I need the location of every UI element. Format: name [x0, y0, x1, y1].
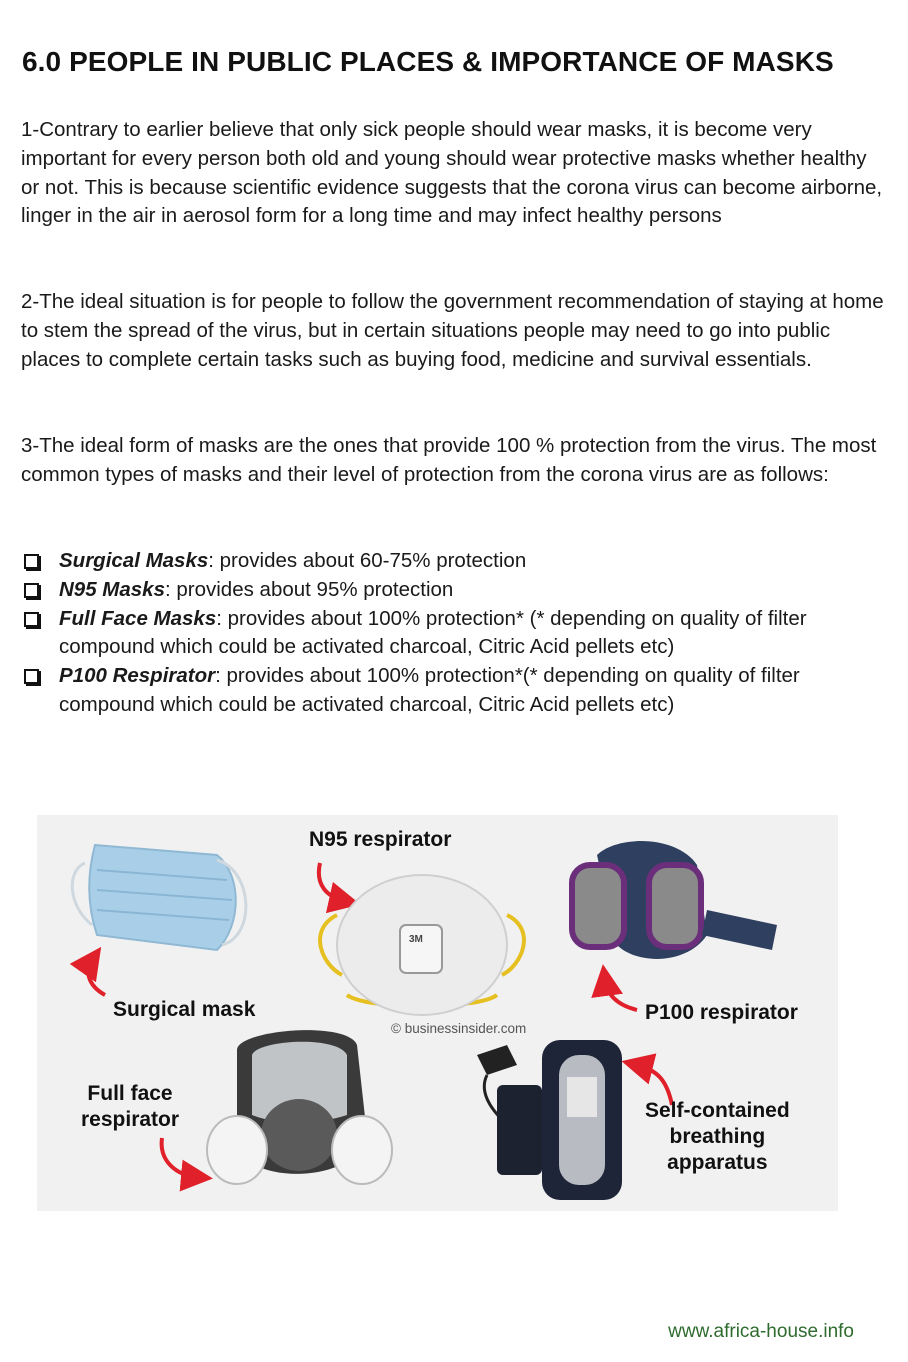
mask-description: : provides about 95% protection [164, 577, 454, 601]
p100-respirator-icon [572, 841, 777, 959]
p100-arrow-icon [605, 980, 637, 1010]
paragraph-3: 3-The ideal form of masks are the ones that provide 100 % protection from the virus. The most common types of masks and their level of protection from the corona virus are as follows: [21, 434, 877, 486]
list-item [21, 576, 887, 605]
mask-description: : provides about 100% protection*(* depending on quality of filter compound which could be activated charcoal, Citric Acid pellets etc) [59, 664, 800, 716]
mask-type-list [21, 547, 887, 720]
scba-apparatus-icon [477, 1040, 622, 1200]
footer-website: www.africa-house.info [668, 1321, 854, 1342]
caption-surgical: Surgical mask [113, 998, 256, 1021]
mask-name: Full Face Masks [59, 606, 217, 630]
surgical-mask-icon [72, 845, 246, 950]
full-face-arrow-icon [162, 1138, 197, 1177]
checkbox-bullet-icon [24, 669, 39, 684]
mask-description: : provides about 100% protection* (* depending on quality of filter compound which could be activated charcoal, Citric Acid pellets etc) [59, 606, 807, 659]
mask-name: P100 Respirator [59, 664, 216, 688]
checkbox-bullet-icon [24, 583, 39, 598]
paragraph-1: 1-Contrary to earlier believe that only sick people should wear masks, it is become very important for every person both old and young should wear protective masks whether healthy or not. This is because scientific evidence suggests that the corona virus can become airborne, linger in the air in aerosol form for a long time and may infect healthy persons [21, 118, 883, 228]
list-item [21, 662, 887, 720]
list-item [21, 605, 887, 663]
n95-arrow-icon [319, 863, 345, 901]
caption-scba: Self-contained breathing apparatus [645, 1099, 790, 1174]
surgical-arrow-icon [88, 960, 105, 995]
checkbox-bullet-icon [24, 554, 39, 569]
paragraph-2: 2-The ideal situation is for people to follow the government recommendation of staying at home to stem the spread of the virus, but in certain situations people may need to go into public places to complete certain tasks such as buying food, medicine and survival essentials. [21, 290, 884, 371]
checkbox-bullet-icon [24, 612, 39, 627]
page-title: 6.0 PEOPLE IN PUBLIC PLACES & IMPORTANCE OF MASKS [22, 46, 834, 77]
caption-p100: P100 respirator [645, 1001, 798, 1024]
caption-full-face: Full face respirator [81, 1082, 180, 1131]
full-face-respirator-icon [207, 1030, 392, 1184]
mask-description: : provides about 60-75% protection [208, 549, 527, 572]
svg-text:3M: 3M [409, 934, 423, 945]
caption-n95: N95 respirator [309, 828, 452, 851]
list-item [21, 547, 887, 576]
mask-name: Surgical Masks [59, 549, 209, 572]
image-credit: © businessinsider.com [391, 1021, 527, 1036]
n95-respirator-icon [320, 875, 524, 1015]
mask-name: N95 Masks [59, 577, 165, 601]
mask-types-figure [37, 815, 838, 1211]
